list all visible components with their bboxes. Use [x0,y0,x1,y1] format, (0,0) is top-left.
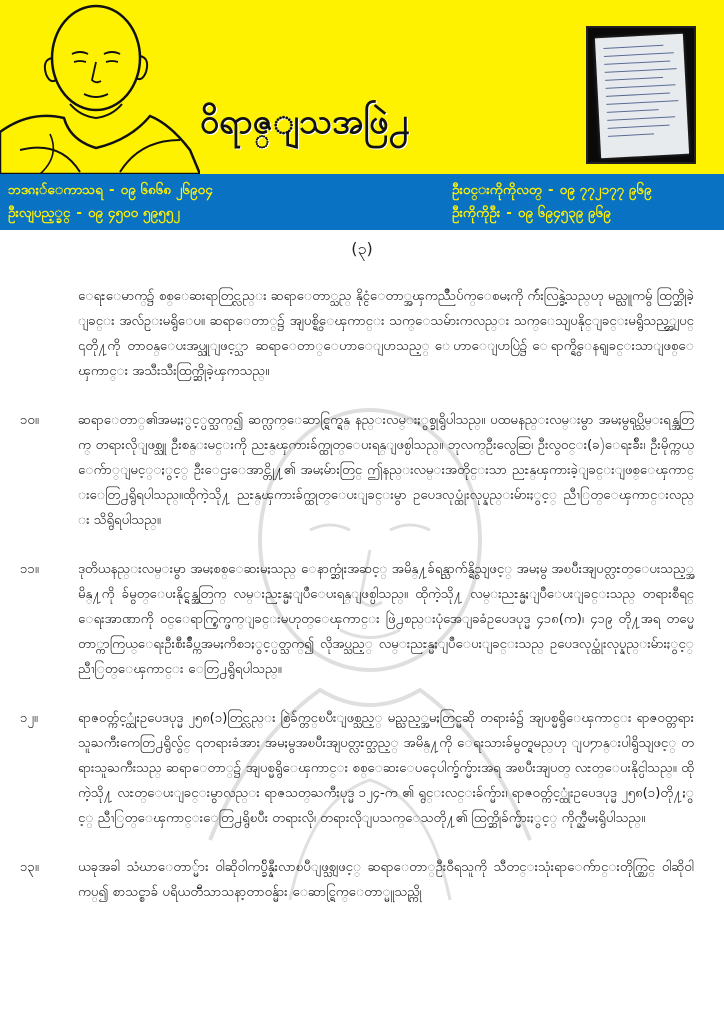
contact-phone: ၀၉ ၇၇၂၁၇၇ ၉၆၉ [559,182,652,198]
paragraph [20,557,694,682]
contact-entry [452,180,652,200]
contact-entry [8,203,180,223]
contact-name: ဦးလျပည့္ခင္ [8,205,71,221]
paragraph [20,855,694,905]
contact-separator: - [506,205,512,221]
organization-title: ဝိရာဇ္ျသအဖြဲ႕ [200,101,411,142]
page-number: (၃) [351,239,373,258]
contact-entry [8,180,213,200]
paragraph-text: ဆရာေတာ္၏အမႈႏွင့္ပတ္သက္၍ ဆက္လက္ေဆာင္ရြက္ရန္ နည္းလမ္းႏွစ္ခုရွိပါသည္။ ပထမနည္းလမ္းမွာ အမႈမွရုပ္သိမ္းရန္အတြက္ တရားလိုျဖစ္သူ ဦးစန္းမင္းကို ညႊန္ၾကားခ်က္ထုတ္ေပးရန္ျဖစ္ပါသည္။ ဘုလက္ဦးလွေဆြ၊ ဦးလွ၀င္း(ခ)ေရႊခ်ီး၊ ဦးမိုက္ကယ္ေက်ာ္ျမင့္ႏွင့္ ဦးေဌးေအာင္တို႔၏ အမႈမ်ားတြင္ ဤနည္းလမ္းအတိုင္းသာ ညႊန္ၾကားခဲ့ျခင္းျဖစ္ေၾကာင္းေတြ႕ရွိရပါသည္။ထိုကဲ့သို႔ ညႊန္ၾကားခ်က္ထုတ္ေပးျခင္းမွာ ဥပေဒလုပ္ထုံးလုပ္နည္းမ်ားႏွင့္ ညီၫြတ္ေၾကာင္းလည္း သိရွိရပါသည္။ [78,413,694,528]
paragraph [20,408,694,533]
paragraph-text: ရာဇ၀တ္က်င့္ထုံးဥပေဒပုဒ္မ ၂၅၈(၁)တြင္လည္း စြဲခ်က္တင္ၿပီးျဖစ္သည့္ မည္သည့္အမႈတြင္မဆို တရားခံ၌ အျပစ္မရွိေၾကာင္း ရာဇ၀တ္တရားသူႀကီးကေတြ႕ရွိလွ်င္ ၎တရားခံအား အမႈမွအၿပီးအျပတ္လႊတ္သည့္ အမိန္႔ကို ေရးသားခ်မွတ္ရမည္ဟု ျပ႒ာန္းပါရွိသျဖင့္ တရားသူႀကီးသည္ ဆရာေတာ္၌ အျပစ္မရွိေၾကာင္း စစ္ေဆးေပၚေပါက္ခ်က္မ်ားအရ အၿပီးအျပတ္ လႊတ္ေပးနိုင္ပါသည္။ ထိုကဲ့သို႔ လႊတ္ေပးျခင္းမွာလည္း ရာဇသတ္ႀကီးပုဒ္မ ၁၂၄-က ၏ ရွင္းလင္းခ်က္မ်ား၊ ရာဇ၀တ္က်င့္ထုံးဥပေဒပုဒ္မ ၂၅၈(၁)တို႔ႏွင့္ ညီၫြတ္ေၾကာင္းေတြ႕ရွိၿပီး တရားလို၊ တရားလိုျပသက္ေသတို႔၏ ထြက္ဆိုခ်က္မ်ားႏွင့္ ကိုက္ညီမႈရွိပါသည္။ [78,711,694,826]
header-banner [0,0,724,174]
paragraph-text: ယခုအခါ သံဃာေတာ္မ်ား ၀ါဆို၀ါကပ္ခ်ိန္နီးလာၿပီျဖစ္သျဖင့္ ဆရာေတာ္ဦး၀ီရသူကို သီတင္းသုံးရာေက်ာင္းတိုက္တြင္ ၀ါဆို၀ါကပ္၍ စာသင္စာခ် ပရိယတၱိသာသနာ့တာ၀န္မ်ား ေဆာင္ရြက္ေတာ္မူသည္ကို [78,860,694,900]
paragraph-number: ၁၀။ [20,413,39,428]
contact-name: ဦးကိုကိုဦး [452,205,501,221]
handwritten-letter-photo [586,26,696,164]
paragraph-number: ၁၂။ [20,711,38,726]
contact-separator: - [548,182,554,198]
paragraph [20,284,694,384]
contact-entry [452,203,611,223]
contact-phone: ၀၉ ၄၅၀၀ ၅၉၅၅၂ [87,205,180,221]
contact-separator: - [108,182,115,198]
contact-separator: - [76,205,82,221]
contact-phone: ၀၉ ၆၈၆၈ ၂၆၉၀၄ [120,182,213,198]
paragraph [20,706,694,831]
monk-portrait-image [0,0,200,174]
paragraph-number: ၁၁။ [20,562,39,577]
paragraph-number: ၁၃။ [20,860,39,875]
contact-band [0,174,724,230]
contact-name: ဘဒၵႏၲေကာသရ [8,182,103,198]
paragraph-text: ဒုတိယနည္းလမ္းမွာ အမႈစစ္ေဆးမႈသည္ ေနာက္ဆုံးအဆင့္ အမိန္႔ခ်ရန္သာက်န္ရွိသျဖင့္ အမႈမွ အၿပီးအျပတ္လႊတ္ေပးသည့္အမိန္႔ကို ခ်မွတ္ေပးနိုင္ရန္အတြက္ လမ္းညႊန္မႈျပဳေပးရန္ျဖစ္ပါသည္။ ထိုကဲ့သို႔ လမ္းညႊန္မႈျပဳေပးျခင္းသည္ တရားစီရင္ေရးအာဏာကို ၀င္ေရာက္စြက္ဖက္ျခင္းမဟုတ္ေၾကာင္း ဖြဲ႕စည္းပုံအေျခခံဥပေဒပုဒ္မ ၄၁၈(က)၊ ၄၁၉ တို႔အရ တပ္မေတာ္ကာကြယ္ေရးဦးစီးခ်ဳပ္ကအမႈကိစၥႏွင့္ပတ္သက္၍ လိုအပ္သည့္ လမ္းညႊန္မႈျပဳေပးျခင္းသည္ ဥပေဒလုပ္ထုံးလုပ္နည္းမ်ားႏွင့္ ညီၫြတ္ေၾကာင္း ေတြ႕ရွိရပါသည္။ [78,562,694,677]
contact-phone: ၀၉ ၆၉၄၅၃၉ ၉၆၉ [517,205,611,221]
paragraph-text: ေရႊေမာက္၌ စစ္ေဆးရာတြင္လည္း ဆရာေတာ္သည္ နိုင္ငံေတာ္အၾကည္ညိဳပ်က္ေစမႈကို က်ဴးလြန္ခဲ့သည္ဟု မည္သူကမွ် ထြက္ဆိုခဲ့ျခင္း အလ်ဥ္းမရွိေပ။ ဆရာေတာ္၌ အျပစ္ရွိေၾကာင္း သက္ေသမ်ားကလည္း သက္ေသျပနိုင္ျခင္းမရွိသည့္အျပင္ ၎တို႔ကို တာ၀န္ေပးအပ္သူျဖင့္သာ ဆရာေတာ္ေဟာေျပာသည့္ ေဟာေျပာပြဲ၌ ေရာက္ရွိေနရျခင္းသာျဖစ္ေၾကာင္း အသီးသီးထြက္ဆိုခဲ့ၾကသည္။ [78,289,694,379]
contact-name: ဦး၀င္းကိုကိုလတ္ [452,182,543,198]
document-body [20,284,694,929]
